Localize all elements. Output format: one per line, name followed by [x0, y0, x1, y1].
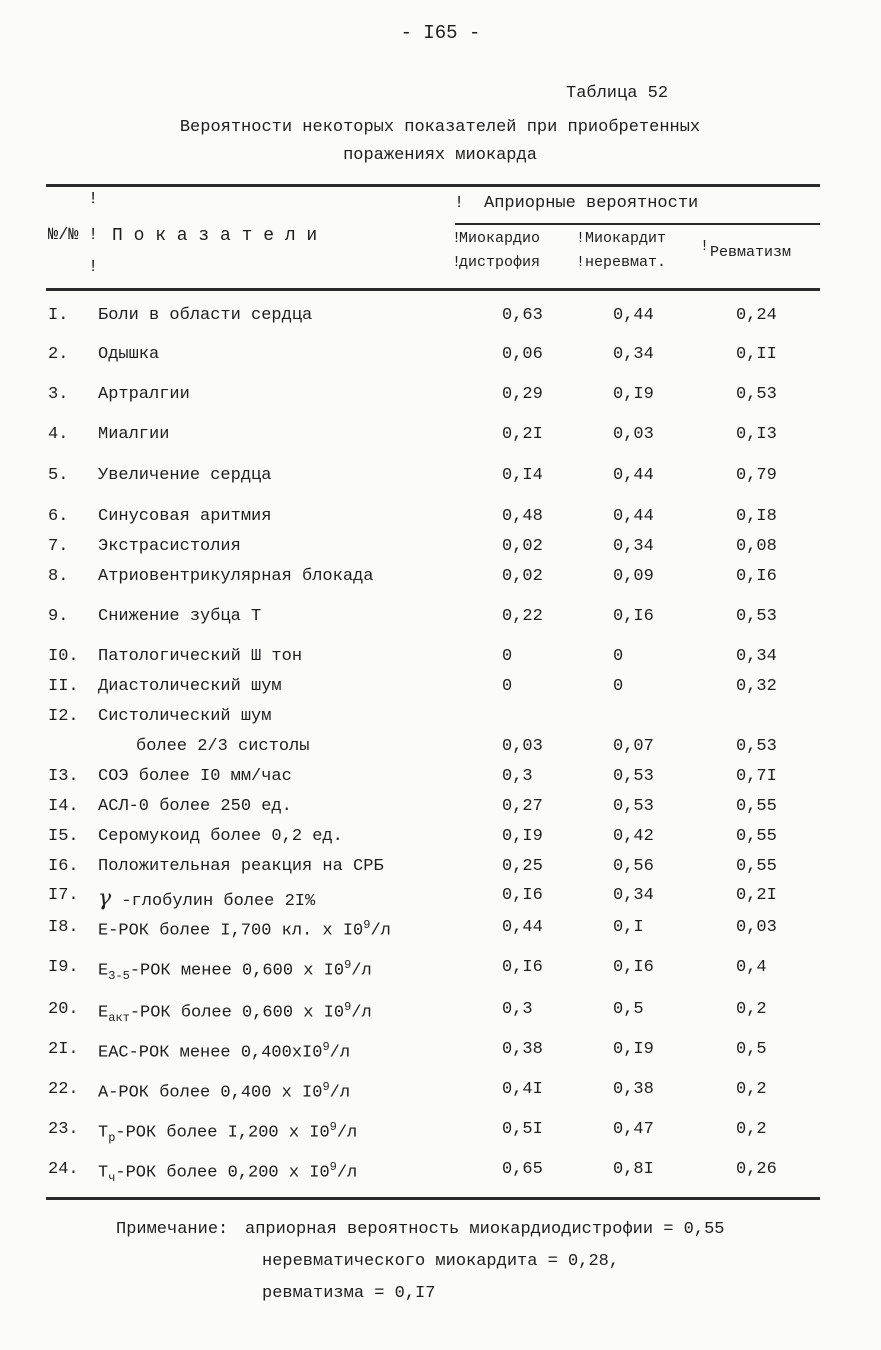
- row-rheumatism-value: 0,53: [736, 385, 777, 404]
- row-number: 9.: [48, 607, 69, 626]
- row-number: I8.: [48, 918, 79, 937]
- row-rheumatism-value: 0,4: [736, 958, 767, 977]
- row-myocarditis-value: 0: [613, 677, 624, 696]
- row-indicator: Атриовентрикулярная блокада: [98, 567, 374, 586]
- unit-text: /л: [329, 1083, 351, 1103]
- row-myocardiodystrophy-value: 0,27: [502, 797, 543, 816]
- row-myocardiodystrophy-value: 0,I4: [502, 466, 543, 485]
- row-myocarditis-value: 0,44: [613, 507, 654, 526]
- note-line-1: априорная вероятность миокардиодистрофии = 0,55: [245, 1220, 725, 1239]
- row-myocarditis-value: 0,34: [613, 886, 654, 905]
- row-rheumatism-value: 0,79: [736, 466, 777, 485]
- note-line-2: неревматического миокардита = 0,28,: [262, 1252, 620, 1271]
- row-indicator: АСЛ-0 более 250 ед.: [98, 797, 292, 816]
- row-rheumatism-value: 0,53: [736, 737, 777, 756]
- row-myocardiodystrophy-value: 0,02: [502, 537, 543, 556]
- row-myocardiodystrophy-value: 0,I6: [502, 958, 543, 977]
- header-sub-rule: [455, 223, 820, 225]
- table-row-continuation: [46, 737, 820, 767]
- row-indicator: Увеличение сердца: [98, 466, 272, 485]
- table-row: [46, 767, 820, 797]
- row-number: I0.: [48, 647, 79, 666]
- row-myocardiodystrophy-value: 0: [502, 647, 513, 666]
- prefix-text: Е: [98, 961, 109, 981]
- row-myocarditis-value: 0,34: [613, 345, 654, 364]
- row-number: 24.: [48, 1160, 79, 1179]
- row-number: II.: [48, 677, 79, 696]
- superscript: 9: [322, 1040, 330, 1054]
- table-row: [46, 918, 820, 948]
- table-row: [46, 607, 820, 637]
- prefix-text: Е: [98, 1003, 109, 1023]
- row-indicator-text: -РОК более 0,600 х I0: [129, 1003, 345, 1023]
- row-myocarditis-value: 0,03: [613, 425, 654, 444]
- row-myocardiodystrophy-value: 0,48: [502, 507, 543, 526]
- row-myocardiodystrophy-value: 0: [502, 677, 513, 696]
- row-myocarditis-value: 0,5: [613, 1000, 644, 1019]
- row-indicator: Одышка: [98, 345, 160, 364]
- row-myocardiodystrophy-value: 0,02: [502, 567, 543, 586]
- row-rheumatism-value: 0,55: [736, 797, 777, 816]
- note-label: Примечание:: [116, 1220, 229, 1239]
- header-separator: !: [452, 254, 462, 271]
- row-myocardiodystrophy-value: 0,2I: [502, 425, 543, 444]
- header-separator: !: [88, 258, 99, 277]
- row-number: 4.: [48, 425, 69, 444]
- row-indicator: [98, 1080, 350, 1103]
- unit-text: /л: [351, 1003, 372, 1023]
- row-rheumatism-value: 0,I6: [736, 567, 777, 586]
- prefix-text: Т: [98, 1163, 109, 1183]
- row-indicator: Положительная реакция на СРБ: [98, 857, 384, 876]
- row-rheumatism-value: 0,2: [736, 1080, 767, 1099]
- unit-text: /л: [336, 1123, 358, 1143]
- row-number: I2.: [48, 707, 79, 726]
- row-myocarditis-value: 0,I6: [613, 607, 654, 626]
- superscript: 9: [329, 1160, 337, 1174]
- row-myocardiodystrophy-value: 0,3: [502, 767, 533, 786]
- row-indicator: Синусовая аритмия: [98, 507, 272, 526]
- row-number: 5.: [48, 466, 69, 485]
- row-myocarditis-value: 0,42: [613, 827, 654, 846]
- note-line-3: ревматизма = 0,I7: [262, 1284, 436, 1303]
- header-separator: !: [576, 254, 586, 271]
- superscript: 9: [344, 1000, 352, 1014]
- row-myocarditis-value: 0,I6: [613, 958, 654, 977]
- row-indicator-text: -глобулин более 2I%: [121, 892, 316, 911]
- row-indicator: Боли в области сердца: [98, 306, 313, 325]
- table-caption-line-1: Вероятности некоторых показателей при приобретенных: [179, 118, 701, 137]
- row-myocarditis-value: 0,I9: [613, 1040, 654, 1059]
- table-row: [46, 306, 820, 336]
- row-indicator: Диастолический шум: [98, 677, 282, 696]
- row-indicator: Артралгии: [98, 385, 190, 404]
- row-myocardiodystrophy-value: 0,38: [502, 1040, 543, 1059]
- row-myocardiodystrophy-value: 0,3: [502, 1000, 533, 1019]
- row-number: 20.: [48, 1000, 79, 1019]
- row-myocardiodystrophy-value: 0,29: [502, 385, 543, 404]
- row-rheumatism-value: 0,55: [736, 857, 777, 876]
- row-myocarditis-value: 0,07: [613, 737, 654, 756]
- row-myocarditis-value: 0,I: [613, 918, 644, 937]
- page-number: - I65 -: [400, 22, 481, 44]
- row-myocardiodystrophy-value: 0,03: [502, 737, 543, 756]
- table-row: [46, 827, 820, 857]
- table-row: [46, 466, 820, 496]
- row-myocardiodystrophy-value: 0,44: [502, 918, 543, 937]
- table-row: [46, 857, 820, 887]
- header-separator: !: [700, 238, 710, 255]
- row-number: 3.: [48, 385, 69, 404]
- table-row: [46, 647, 820, 677]
- header-separator: !: [88, 190, 99, 209]
- table-header-rule: [46, 288, 820, 291]
- row-myocarditis-value: 0,53: [613, 767, 654, 786]
- row-myocardiodystrophy-value: 0,65: [502, 1160, 543, 1179]
- superscript: 9: [344, 958, 352, 972]
- table-row: [46, 958, 820, 988]
- subscript: ч: [108, 1171, 116, 1186]
- row-myocarditis-value: 0,8I: [613, 1160, 654, 1179]
- row-myocarditis-value: 0,I9: [613, 385, 654, 404]
- table-row: [46, 677, 820, 707]
- row-rheumatism-value: 0,03: [736, 918, 777, 937]
- subscript: р: [108, 1131, 116, 1146]
- table-row: [46, 1080, 820, 1110]
- row-number: 8.: [48, 567, 69, 586]
- row-myocardiodystrophy-value: 0,22: [502, 607, 543, 626]
- table-caption-line-2: поражениях миокарда: [343, 146, 537, 165]
- row-myocardiodystrophy-value: 0,06: [502, 345, 543, 364]
- row-indicator: [98, 918, 391, 941]
- row-indicator: [98, 886, 315, 911]
- table-row: [46, 1120, 820, 1150]
- row-myocarditis-value: 0: [613, 647, 624, 666]
- row-indicator: [98, 1000, 372, 1025]
- table-row: [46, 425, 820, 455]
- row-rheumatism-value: 0,2I: [736, 886, 777, 905]
- table-row: [46, 707, 820, 737]
- row-indicator: Миалгии: [98, 425, 170, 444]
- table-row: [46, 385, 820, 415]
- row-myocarditis-value: 0,56: [613, 857, 654, 876]
- row-number: 23.: [48, 1120, 79, 1139]
- row-indicator: Снижение зубца Т: [98, 607, 262, 626]
- row-number: I9.: [48, 958, 79, 977]
- row-indicator: [98, 958, 372, 983]
- table-row: [46, 507, 820, 537]
- row-indicator-text: ЕАС-РОК менее 0,400хI0: [98, 1043, 323, 1063]
- table-row: [46, 886, 820, 916]
- row-myocardiodystrophy-value: 0,63: [502, 306, 543, 325]
- subscript: 3-5: [108, 969, 130, 984]
- prefix-text: Т: [98, 1123, 109, 1143]
- table-row: [46, 345, 820, 375]
- table-row: [46, 1000, 820, 1030]
- row-number: 6.: [48, 507, 69, 526]
- row-myocarditis-value: 0,47: [613, 1120, 654, 1139]
- row-myocarditis-value: 0,44: [613, 466, 654, 485]
- row-myocarditis-value: 0,44: [613, 306, 654, 325]
- unit-text: /л: [336, 1163, 358, 1183]
- row-indicator-text: -РОК более I,200 х I0: [115, 1123, 330, 1143]
- row-indicator: СОЭ более I0 мм/час: [98, 767, 292, 786]
- header-col1-line1: Миокардио: [459, 230, 541, 247]
- header-separator: !: [88, 226, 99, 245]
- row-rheumatism-value: 0,55: [736, 827, 777, 846]
- table-row: [46, 797, 820, 827]
- row-rheumatism-value: 0,I3: [736, 425, 777, 444]
- row-rheumatism-value: 0,I8: [736, 507, 777, 526]
- row-number: 7.: [48, 537, 69, 556]
- header-apriori-label: Априорные вероятности: [484, 194, 699, 213]
- row-indicator: Патологический Ш тон: [98, 647, 303, 666]
- table-bottom-rule: [46, 1197, 820, 1200]
- superscript: 9: [322, 1080, 330, 1094]
- row-rheumatism-value: 0,08: [736, 537, 777, 556]
- row-rheumatism-value: 0,2: [736, 1000, 767, 1019]
- header-separator: !: [454, 194, 465, 213]
- unit-text: /л: [351, 961, 372, 981]
- unit-text: /л: [329, 1043, 351, 1063]
- row-rheumatism-value: 0,32: [736, 677, 777, 696]
- header-col3: Ревматизм: [710, 244, 792, 261]
- row-rheumatism-value: 0,34: [736, 647, 777, 666]
- row-myocarditis-value: 0,38: [613, 1080, 654, 1099]
- row-rheumatism-value: 0,II: [736, 345, 777, 364]
- subscript: акт: [108, 1011, 130, 1026]
- row-number: I4.: [48, 797, 79, 816]
- row-myocarditis-value: 0,34: [613, 537, 654, 556]
- row-rheumatism-value: 0,7I: [736, 767, 777, 786]
- row-number: 2.: [48, 345, 69, 364]
- superscript: 9: [363, 918, 371, 932]
- row-myocarditis-value: 0,09: [613, 567, 654, 586]
- row-number: I5.: [48, 827, 79, 846]
- row-myocarditis-value: 0,53: [613, 797, 654, 816]
- row-indicator-continuation: более 2/3 систолы: [136, 737, 310, 756]
- row-number: I3.: [48, 767, 79, 786]
- row-number: 22.: [48, 1080, 79, 1099]
- superscript: 9: [329, 1120, 337, 1134]
- header-col2-line1: Миокардит: [585, 230, 667, 247]
- row-indicator-text: Е-РОК более I,700 кл. х I0: [98, 921, 364, 941]
- header-col2-line2: неревмат.: [585, 254, 667, 271]
- row-number: I7.: [48, 886, 79, 905]
- row-number: 2I.: [48, 1040, 79, 1059]
- header-num-label: №/№: [48, 226, 79, 245]
- row-indicator-text: -РОК более 0,200 х I0: [115, 1163, 330, 1183]
- row-indicator: Экстрасистолия: [98, 537, 241, 556]
- row-indicator: [98, 1120, 357, 1145]
- row-myocardiodystrophy-value: 0,4I: [502, 1080, 543, 1099]
- table-top-rule: [46, 184, 820, 187]
- unit-text: /л: [370, 921, 391, 941]
- row-indicator: [98, 1040, 350, 1063]
- header-indicators-label: П о к а з а т е л и: [112, 226, 318, 246]
- row-indicator: Систолический шум: [98, 707, 272, 726]
- table-row: [46, 567, 820, 597]
- row-indicator: Серомукоид более 0,2 ед.: [98, 827, 343, 846]
- row-indicator-text: А-РОК более 0,400 х I0: [98, 1083, 323, 1103]
- row-myocardiodystrophy-value: 0,25: [502, 857, 543, 876]
- header-separator: !: [576, 230, 586, 247]
- row-indicator: [98, 1160, 357, 1185]
- row-indicator-text: -РОК менее 0,600 х I0: [129, 961, 345, 981]
- row-myocardiodystrophy-value: 0,I9: [502, 827, 543, 846]
- row-rheumatism-value: 0,2: [736, 1120, 767, 1139]
- row-rheumatism-value: 0,53: [736, 607, 777, 626]
- table-row: [46, 1040, 820, 1070]
- row-number: I.: [48, 306, 69, 325]
- row-number: I6.: [48, 857, 79, 876]
- header-separator: !: [452, 230, 462, 247]
- row-rheumatism-value: 0,24: [736, 306, 777, 325]
- header-col1-line2: дистрофия: [459, 254, 541, 271]
- table-label: Таблица 52: [566, 84, 669, 103]
- table-row: [46, 1160, 820, 1190]
- row-myocardiodystrophy-value: 0,I6: [502, 886, 543, 905]
- row-rheumatism-value: 0,5: [736, 1040, 767, 1059]
- gamma-symbol: γ: [98, 886, 112, 911]
- row-rheumatism-value: 0,26: [736, 1160, 777, 1179]
- table-row: [46, 537, 820, 567]
- row-myocardiodystrophy-value: 0,5I: [502, 1120, 543, 1139]
